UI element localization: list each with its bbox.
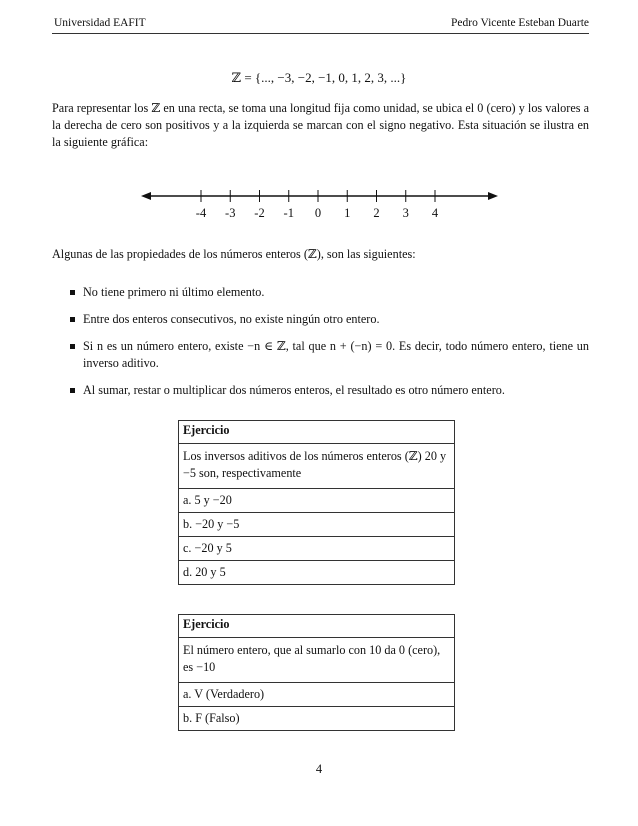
list-item [52,284,589,301]
exercise-box-1 [178,420,455,585]
number-line-label: -3 [225,206,236,220]
page-header [52,17,589,34]
left-arrow-icon [141,192,151,200]
answer-option-c[interactable]: c. −20 y 5 [179,537,454,561]
exercise-title: Ejercicio [183,617,230,631]
intro-paragraph: Para representar los ℤ en una recta, se toma una longitud fija como unidad, se ubica el 0 (cero) y los valores a la derecha de cero son positivos y a la izquierda se marcan con el signo negativo. Esta situación se ilustra en la siguiente gráfica: [52,101,589,149]
list-item [52,338,589,372]
properties-list [52,284,589,409]
answer-option-d[interactable]: d. 20 y 5 [183,565,226,579]
bullet-icon [70,388,75,393]
number-line-label: -2 [254,206,265,220]
list-item [52,311,589,328]
properties-intro: Algunas de las propiedades de los números enteros (ℤ), son las siguientes: [52,247,416,261]
answer-option-false[interactable]: b. F (Falso) [183,711,240,725]
property-text: Al sumar, restar o multiplicar dos números enteros, el resultado es otro número entero. [83,383,505,397]
header-institution: Universidad EAFIT [54,17,146,29]
header-author: Pedro Vicente Esteban Duarte [450,17,589,29]
number-line-label: 4 [431,206,439,220]
exercise-question: Los inversos aditivos de los números enteros (ℤ) 20 y −5 son, respectivamente [179,443,454,489]
exercise-box-2 [178,614,455,731]
number-line-label: 3 [402,206,409,220]
exercise-title: Ejercicio [183,423,230,437]
integers-set-formula: ℤ = {..., −3, −2, −1, 0, 1, 2, 3, ...} [231,70,407,85]
page-number: 4 [315,762,323,776]
answer-option-true[interactable]: a. V (Verdadero) [179,683,454,707]
property-text: Si n es un número entero, existe −n ∈ ℤ, tal que n + (−n) = 0. Es decir, todo número entero, tiene un inverso aditivo. [83,339,589,370]
exercise-question: El número entero, que al sumarlo con 10 da 0 (cero), es −10 [179,637,454,683]
property-text: Entre dos enteros consecutivos, no existe ningún otro entero. [83,312,380,326]
number-line-label: 0 [314,206,322,220]
bullet-icon [70,344,75,349]
number-line-label: 2 [373,206,380,220]
bullet-icon [70,290,75,295]
number-line-label: 1 [344,206,351,220]
answer-option-a[interactable]: a. 5 y −20 [179,489,454,513]
number-line-label: -1 [283,206,294,220]
list-item [52,382,589,399]
answer-option-b[interactable]: b. −20 y −5 [179,513,454,537]
property-text: No tiene primero ni último elemento. [83,285,265,299]
bullet-icon [70,317,75,322]
number-line-label: -4 [195,206,207,220]
number-line [0,180,638,230]
right-arrow-icon [488,192,498,200]
